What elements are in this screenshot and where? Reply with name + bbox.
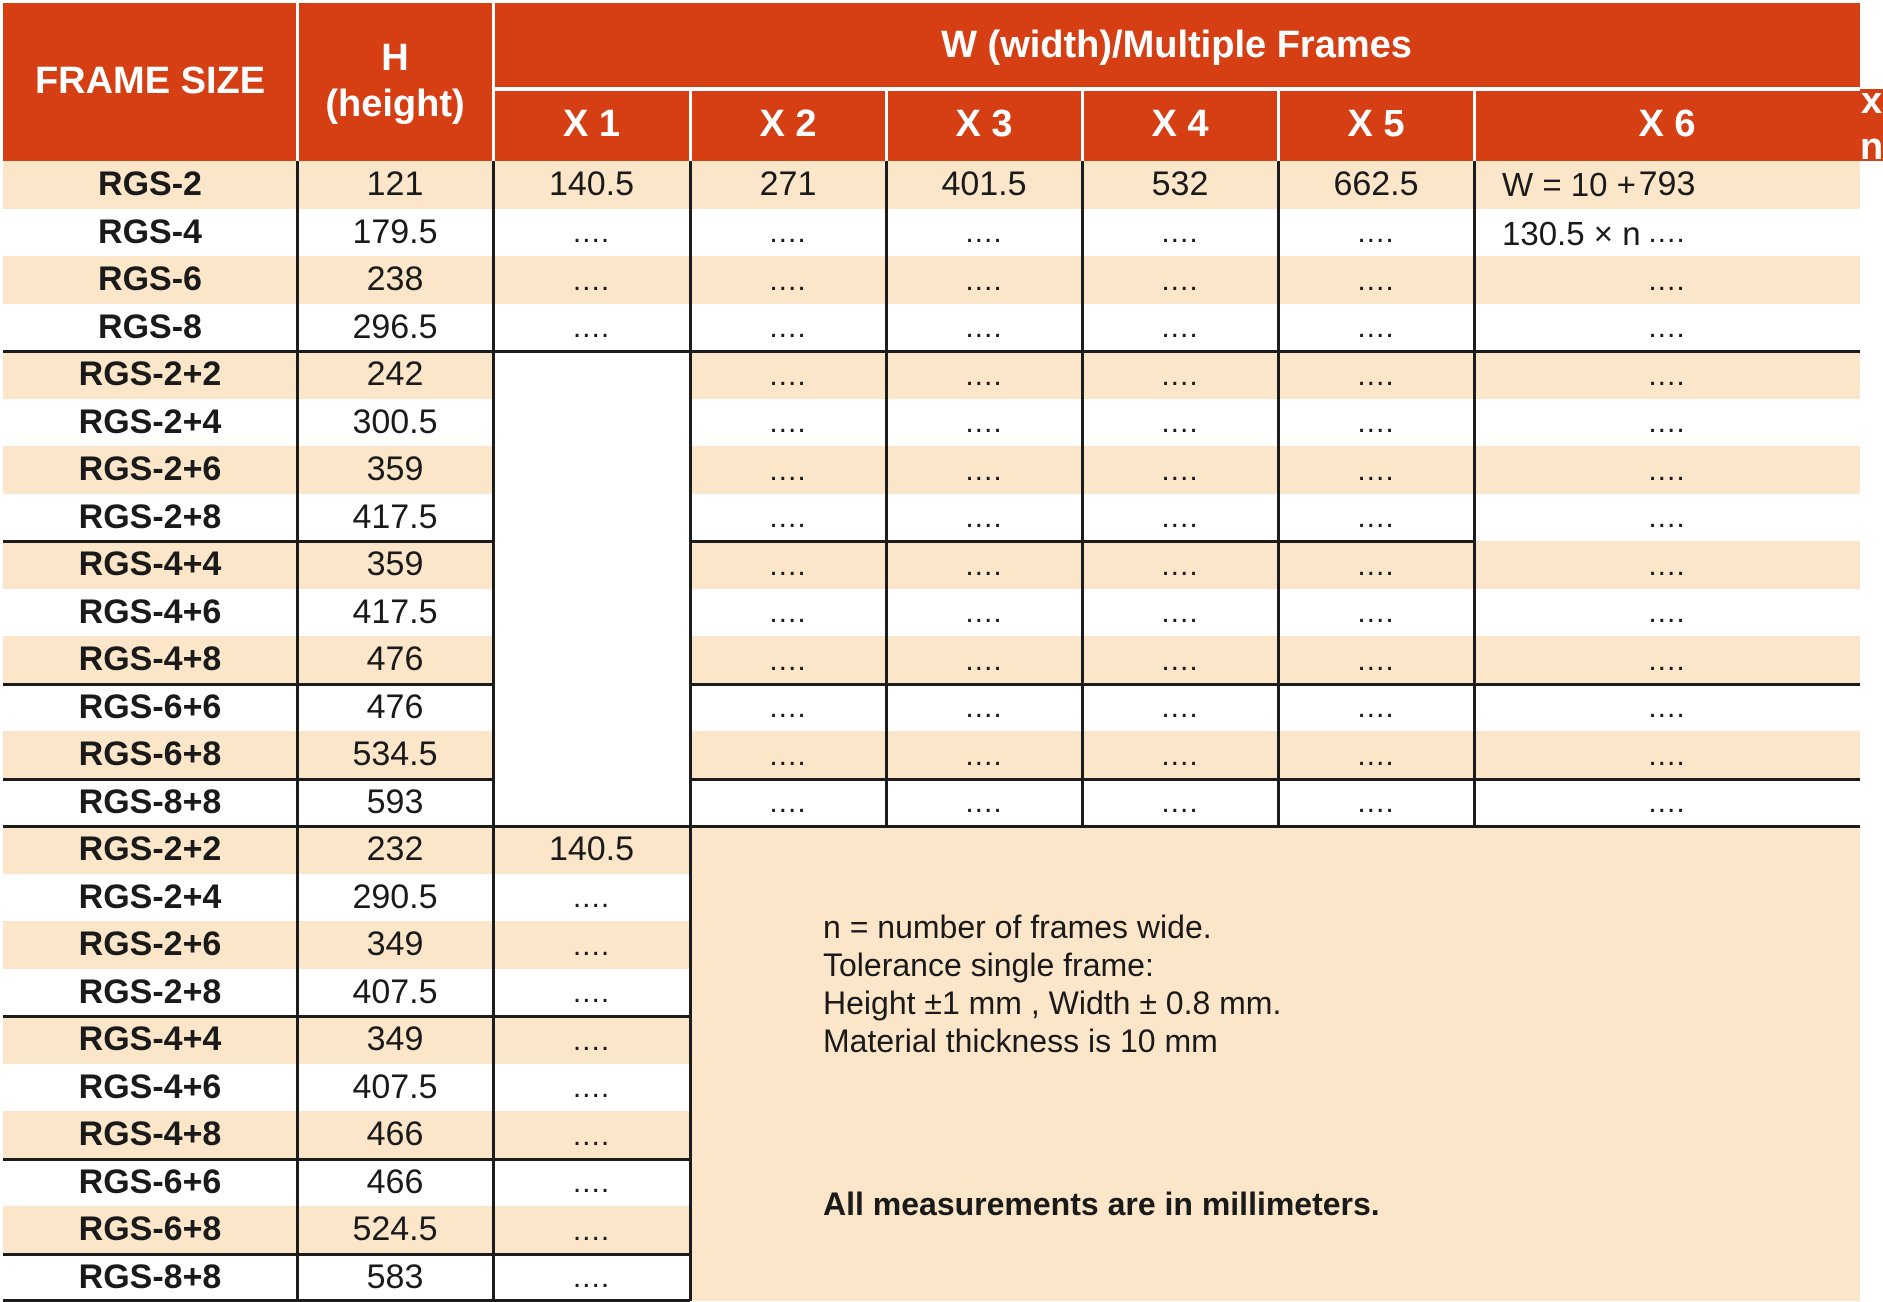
width-cell-x6: .... <box>1474 541 1860 589</box>
column-rule <box>1277 161 1280 826</box>
frame-size-table <box>3 3 1883 1296</box>
width-cell-x6: .... <box>1474 589 1860 637</box>
height-cell: 179.5 <box>297 209 493 257</box>
header-column-separator <box>1277 89 1280 161</box>
width-cell-x5: .... <box>1278 446 1474 494</box>
frame-size-cell: RGS-8+8 <box>3 1254 297 1302</box>
width-cell-x3: .... <box>886 494 1082 542</box>
frame-size-cell: RGS-4+6 <box>3 1064 297 1112</box>
height-cell: 417.5 <box>297 494 493 542</box>
width-cell-empty <box>493 684 690 732</box>
width-cell-x5: .... <box>1278 684 1474 732</box>
width-cell-x1: .... <box>493 1111 690 1159</box>
width-cell-x6: .... <box>1474 399 1860 447</box>
width-cell-x3: .... <box>886 304 1082 352</box>
height-cell: 359 <box>297 446 493 494</box>
multiple-header-x2: X 2 <box>690 89 886 161</box>
height-cell: 238 <box>297 256 493 304</box>
frame-size-cell: RGS-8+8 <box>3 779 297 827</box>
note-line3: Height ±1 mm , Width ± 0.8 mm. <box>823 985 1282 1021</box>
width-cell-x5: .... <box>1278 636 1474 684</box>
multiple-header-x5: X 5 <box>1278 89 1474 161</box>
group-rule <box>690 778 1860 781</box>
width-cell-empty <box>493 636 690 684</box>
height-cell: 466 <box>297 1111 493 1159</box>
width-cell-x2: .... <box>690 779 886 827</box>
frame-size-cell: RGS-2 <box>3 161 297 209</box>
width-cell-x1: .... <box>493 1159 690 1207</box>
width-cell-x4: .... <box>1082 731 1278 779</box>
width-cell-x1: .... <box>493 209 690 257</box>
column-rule <box>296 161 299 1301</box>
width-cell-x4: .... <box>1082 589 1278 637</box>
width-cell-empty <box>493 731 690 779</box>
column-rule <box>492 161 495 1301</box>
height-cell: 407.5 <box>297 1064 493 1112</box>
frame-size-cell: RGS-6+6 <box>3 684 297 732</box>
height-cell: 417.5 <box>297 589 493 637</box>
frame-size-header: FRAME SIZE <box>3 3 297 161</box>
width-cell-x5: .... <box>1278 399 1474 447</box>
width-cell-x2: .... <box>690 541 886 589</box>
header-column-separator <box>689 89 692 161</box>
multiple-header-x4: X 4 <box>1082 89 1278 161</box>
frame-size-cell: RGS-4+6 <box>3 589 297 637</box>
width-cell-x4: .... <box>1082 399 1278 447</box>
multiple-header-x3: X 3 <box>886 89 1082 161</box>
width-cell-x2: .... <box>690 446 886 494</box>
width-cell-x2: .... <box>690 256 886 304</box>
frame-size-cell: RGS-4 <box>3 209 297 257</box>
width-cell-x5: .... <box>1278 304 1474 352</box>
frame-size-cell: RGS-4+8 <box>3 636 297 684</box>
width-cell-x1: .... <box>493 969 690 1017</box>
width-cell-x1: .... <box>493 1206 690 1254</box>
width-cell-empty <box>493 589 690 637</box>
multiple-header-x6: X 6 <box>1474 89 1860 161</box>
width-cell-empty <box>493 399 690 447</box>
frame-size-cell: RGS-2+8 <box>3 969 297 1017</box>
frame-size-cell: RGS-2+2 <box>3 351 297 399</box>
frame-size-cell: RGS-2+4 <box>3 399 297 447</box>
width-cell-x3: .... <box>886 541 1082 589</box>
height-cell: 349 <box>297 1016 493 1064</box>
width-cell-x3: .... <box>886 256 1082 304</box>
frame-size-cell: RGS-2+2 <box>3 826 297 874</box>
multiple-header-xn: x n <box>1860 80 1883 168</box>
width-cell-x2: 271 <box>690 161 886 209</box>
width-formula-line1: W = 10 + <box>1502 166 1636 203</box>
note-line2: Tolerance single frame: <box>823 947 1154 983</box>
frame-size-cell: RGS-2+6 <box>3 446 297 494</box>
width-cell-x3: .... <box>886 779 1082 827</box>
notes-panel <box>690 826 1860 1301</box>
height-cell: 583 <box>297 1254 493 1302</box>
width-cell-x6: 793 <box>1474 161 1860 209</box>
header-column-separator <box>1473 89 1476 161</box>
height-cell: 290.5 <box>297 874 493 922</box>
width-cell-x3: 401.5 <box>886 161 1082 209</box>
width-cell-x6: .... <box>1474 351 1860 399</box>
header-separator <box>493 87 1860 91</box>
width-cell-x2: .... <box>690 731 886 779</box>
width-cell-x1: .... <box>493 1254 690 1302</box>
width-cell-empty <box>493 494 690 542</box>
height-cell: 476 <box>297 684 493 732</box>
column-rule <box>1473 161 1476 826</box>
width-cell-x2: .... <box>690 399 886 447</box>
width-cell-empty <box>493 351 690 399</box>
width-cell-x5: .... <box>1278 494 1474 542</box>
height-cell: 466 <box>297 1159 493 1207</box>
frame-size-cell: RGS-4+4 <box>3 541 297 589</box>
width-cell-x4: .... <box>1082 779 1278 827</box>
multiple-header-x1: X 1 <box>493 89 690 161</box>
width-cell-x1: .... <box>493 874 690 922</box>
width-cell-empty <box>493 779 690 827</box>
height-cell: 359 <box>297 541 493 589</box>
width-cell-x2: .... <box>690 684 886 732</box>
width-cell-x1: .... <box>493 1064 690 1112</box>
width-cell-x5: .... <box>1278 351 1474 399</box>
width-cell-x5: .... <box>1278 779 1474 827</box>
width-cell-x6: .... <box>1474 304 1860 352</box>
width-cell-x3: .... <box>886 589 1082 637</box>
group-rule <box>3 1253 690 1256</box>
frame-size-cell: RGS-4+8 <box>3 1111 297 1159</box>
width-cell-x3: .... <box>886 636 1082 684</box>
height-cell: 593 <box>297 779 493 827</box>
note-line4: Material thickness is 10 mm <box>823 1023 1218 1059</box>
header-column-separator <box>1081 89 1084 161</box>
width-cell-x2: .... <box>690 209 886 257</box>
frame-size-cell: RGS-8 <box>3 304 297 352</box>
width-cell-x2: .... <box>690 304 886 352</box>
width-cell-x6: .... <box>1474 494 1860 542</box>
frame-size-cell: RGS-6 <box>3 256 297 304</box>
height-cell: 232 <box>297 826 493 874</box>
width-multiple-frames-header: W (width)/Multiple Frames <box>493 3 1860 89</box>
height-cell: 534.5 <box>297 731 493 779</box>
width-cell-x5: .... <box>1278 256 1474 304</box>
width-cell-x6: .... <box>1474 446 1860 494</box>
width-cell-x4: .... <box>1082 351 1278 399</box>
note-footer: All measurements are in millimeters. <box>823 1186 1380 1222</box>
width-cell-x6: .... <box>1474 209 1860 257</box>
width-cell-x6: .... <box>1474 256 1860 304</box>
header-column-separator <box>492 3 495 161</box>
width-cell-x4: .... <box>1082 446 1278 494</box>
column-rule <box>689 161 692 1301</box>
group-rule <box>690 683 1860 686</box>
width-cell-empty <box>493 446 690 494</box>
width-cell-x4: .... <box>1082 494 1278 542</box>
width-cell-x4: .... <box>1082 209 1278 257</box>
height-header-symbol: H <box>381 37 409 80</box>
group-rule <box>3 778 493 781</box>
width-cell-x6: .... <box>1474 731 1860 779</box>
width-cell-x5: .... <box>1278 541 1474 589</box>
width-cell-x3: .... <box>886 684 1082 732</box>
width-cell-x4: .... <box>1082 304 1278 352</box>
frame-size-cell: RGS-6+8 <box>3 731 297 779</box>
width-formula-line2: 130.5 × n <box>1502 215 1641 252</box>
group-rule <box>3 1015 690 1018</box>
frame-size-cell: RGS-4+4 <box>3 1016 297 1064</box>
width-cell-x1: .... <box>493 304 690 352</box>
group-rule <box>3 825 1860 828</box>
width-cell-x4: .... <box>1082 541 1278 589</box>
frame-size-cell: RGS-2+8 <box>3 494 297 542</box>
width-cell-x1: .... <box>493 1016 690 1064</box>
frame-size-cell: RGS-6+6 <box>3 1159 297 1207</box>
width-cell-x3: .... <box>886 209 1082 257</box>
group-rule <box>3 350 1860 353</box>
width-cell-x1: .... <box>493 256 690 304</box>
column-rule <box>885 161 888 826</box>
note-line1: n = number of frames wide. <box>823 909 1212 945</box>
width-cell-x4: .... <box>1082 684 1278 732</box>
height-cell: 476 <box>297 636 493 684</box>
width-cell-x6: .... <box>1474 779 1860 827</box>
height-cell: 242 <box>297 351 493 399</box>
width-cell-x3: .... <box>886 731 1082 779</box>
width-cell-x5: .... <box>1278 209 1474 257</box>
height-cell: 407.5 <box>297 969 493 1017</box>
width-cell-x4: .... <box>1082 256 1278 304</box>
height-cell: 300.5 <box>297 399 493 447</box>
width-cell-x2: .... <box>690 589 886 637</box>
height-cell: 121 <box>297 161 493 209</box>
height-cell: 296.5 <box>297 304 493 352</box>
header-column-separator <box>885 89 888 161</box>
width-cell-x3: .... <box>886 399 1082 447</box>
width-cell-x5: .... <box>1278 589 1474 637</box>
header-column-separator <box>296 3 299 161</box>
group-rule <box>3 540 493 543</box>
height-cell: 349 <box>297 921 493 969</box>
height-header <box>297 3 493 161</box>
width-cell-x3: .... <box>886 351 1082 399</box>
width-cell-x3: .... <box>886 446 1082 494</box>
width-cell-x1: 140.5 <box>493 826 690 874</box>
width-cell-x5: 662.5 <box>1278 161 1474 209</box>
frame-size-cell: RGS-2+6 <box>3 921 297 969</box>
width-cell-x2: .... <box>690 351 886 399</box>
width-formula <box>1502 160 1641 258</box>
column-rule <box>1081 161 1084 826</box>
frame-size-cell: RGS-6+8 <box>3 1206 297 1254</box>
width-cell-x4: .... <box>1082 636 1278 684</box>
width-cell-x6: .... <box>1474 636 1860 684</box>
width-cell-x2: .... <box>690 636 886 684</box>
width-cell-x1: 140.5 <box>493 161 690 209</box>
frame-size-cell: RGS-2+4 <box>3 874 297 922</box>
width-cell-x6: .... <box>1474 684 1860 732</box>
group-rule <box>3 1158 690 1161</box>
height-cell: 524.5 <box>297 1206 493 1254</box>
height-header-label: (height) <box>325 83 465 125</box>
width-cell-x2: .... <box>690 494 886 542</box>
group-rule <box>3 683 493 686</box>
width-cell-x4: 532 <box>1082 161 1278 209</box>
width-cell-empty <box>493 541 690 589</box>
width-cell-x1: .... <box>493 921 690 969</box>
width-cell-x5: .... <box>1278 731 1474 779</box>
